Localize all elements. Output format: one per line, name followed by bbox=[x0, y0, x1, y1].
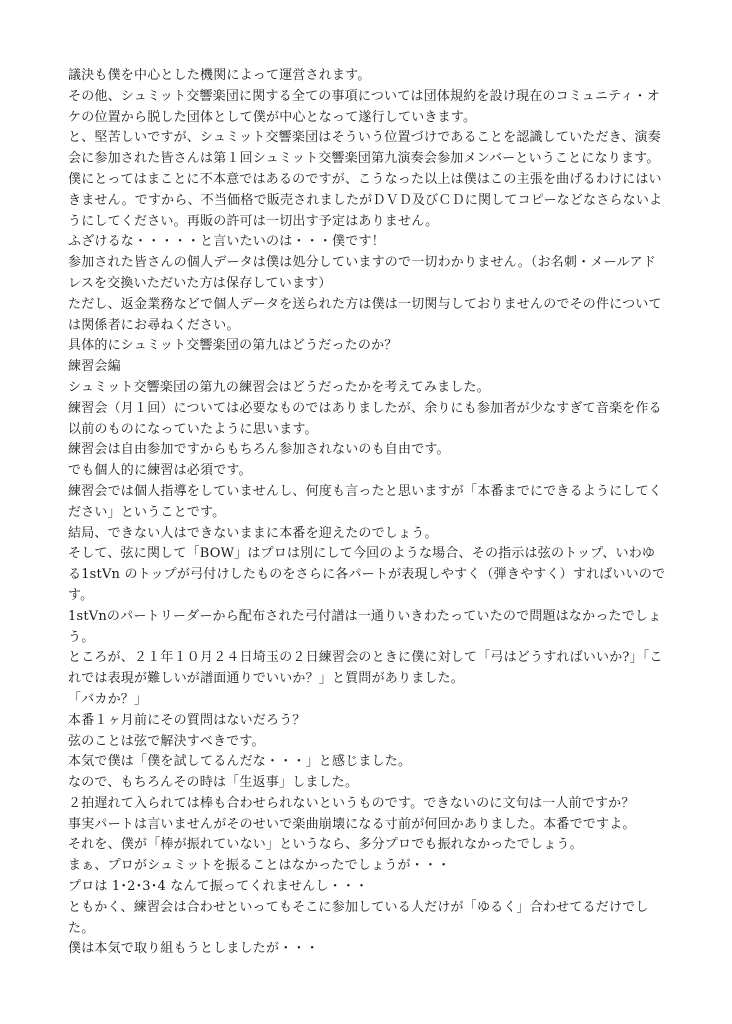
paragraph: 議決も僕を中心とした機関によって運営されます。 bbox=[68, 68, 371, 83]
paragraph: ところが、２１年１０月２４日埼玉の２日練習会のときに僕に対して「弓はどうすればいいか?」「これでは表現が難しいが譜面通りでいいか？」と質問がありました。 bbox=[68, 650, 663, 687]
paragraph: ただし、返金業務などで個人データを送られた方は僕は一切関与しておりませんのでその件については関係者にお尋ねください。 bbox=[68, 296, 662, 333]
paragraph: そして、弦に関して「BOW」はプロは別にして今回のような場合、その指示は弦のトップ、いわゆる1stVn のトップが弓付けしたものをさらに各パートが表現しやすく（弾きやすく）すればいいのです。 bbox=[68, 546, 666, 603]
paragraph: 具体的にシュミット交響楽団の第九はどうだったのか？ bbox=[68, 338, 398, 354]
paragraph: 練習会では個人指導をしていませんし、何度も言ったと思いますが「本番までにできるようにしてください」ということです。 bbox=[68, 483, 663, 520]
section-heading: 練習会編 bbox=[68, 359, 121, 375]
paragraph: ふざけるな・・・・・と言いたいのは・・・僕です！ bbox=[68, 234, 385, 250]
paragraph: 弦のことは弦で解決すべきです。 bbox=[68, 733, 265, 749]
paragraph: でも個人的に練習は必須です。 bbox=[68, 463, 252, 479]
paragraph: まぁ、プロがシュミットを振ることはなかったでしょうが・・・ bbox=[68, 858, 451, 874]
paragraph: シュミット交響楽団の第九の練習会はどうだったかを考えてみました。 bbox=[68, 379, 490, 395]
paragraph: 練習会は自由参加ですからもちろん参加されないのも自由です。 bbox=[68, 442, 450, 458]
paragraph: 僕は本気で取り組もうとしましたが・・・ bbox=[68, 941, 319, 957]
paragraph: それを、僕が「棒が振れていない」というなら、多分プロでも振れなかったでしょう。 bbox=[68, 837, 583, 853]
body-text bbox=[68, 66, 668, 960]
paragraph: その他、シュミット交響楽団に関する全ての事項については団体規約を設け現在のコミュニティ・オケの位置から脱した団体として僕が中心となって遂行していきます。 bbox=[68, 88, 660, 125]
paragraph: ２拍遅れて入られては棒も合わせられないというものです。できないのに文句は一人前ですか？ bbox=[68, 795, 635, 811]
paragraph: 結局、できない人はできないままに本番を迎えたのでしょう。 bbox=[68, 525, 438, 541]
paragraph: 本気で僕は「僕を試してるんだな・・・」と感じました。 bbox=[68, 754, 412, 770]
paragraph: ともかく、練習会は合わせといってもそこに参加している人だけが「ゆるく」合わせてるだけでした。 bbox=[68, 899, 649, 936]
paragraph: 事実パートは言いませんがそのせいで楽曲崩壊になる寸前が何回かありました。本番でですよ。 bbox=[68, 816, 636, 832]
paragraph: 参加された皆さんの個人データは僕は処分していますので一切わかりません。（お名刺・メールアドレスを交換いただいた方は保存しています） bbox=[68, 255, 657, 291]
paragraph: なので、もちろんその時は「生返事」しました。 bbox=[68, 775, 359, 791]
paragraph: と、堅苦しいですが、シュミット交響楽団はそういう位置づけであることを認識していただき、演奏会に参加された皆さんは第１回シュミット交響楽団第九演奏会参加メンバーということになります。 bbox=[68, 130, 661, 167]
paragraph: プロは 1･2･3･4 なんて振ってくれませんし・・・ bbox=[68, 879, 369, 895]
paragraph: 本番１ヶ月前にその質問はないだろう？ bbox=[68, 712, 306, 728]
paragraph: 1stVnのパートリーダーから配布された弓付譜は一通りいきわたっていたので問題はなかったでしょう。 bbox=[68, 608, 662, 645]
paragraph: 練習会（月１回）については必要なものではありましたが、余りにも参加者が少なすぎて音楽を作る以前のものになっていたように思います。 bbox=[68, 400, 662, 437]
paragraph: 僕にとってはまことに不本意ではあるのですが、こうなった以上は僕はこの主張を曲げるわけにはいきません。ですから、不当価格で販売されましたがＤＶＤ及びＣＤに関してコピーなどなさらないようにしてください。再販の許可は一切出す予定はありません。 bbox=[68, 171, 663, 229]
paragraph: 「バカか？」 bbox=[68, 691, 148, 707]
